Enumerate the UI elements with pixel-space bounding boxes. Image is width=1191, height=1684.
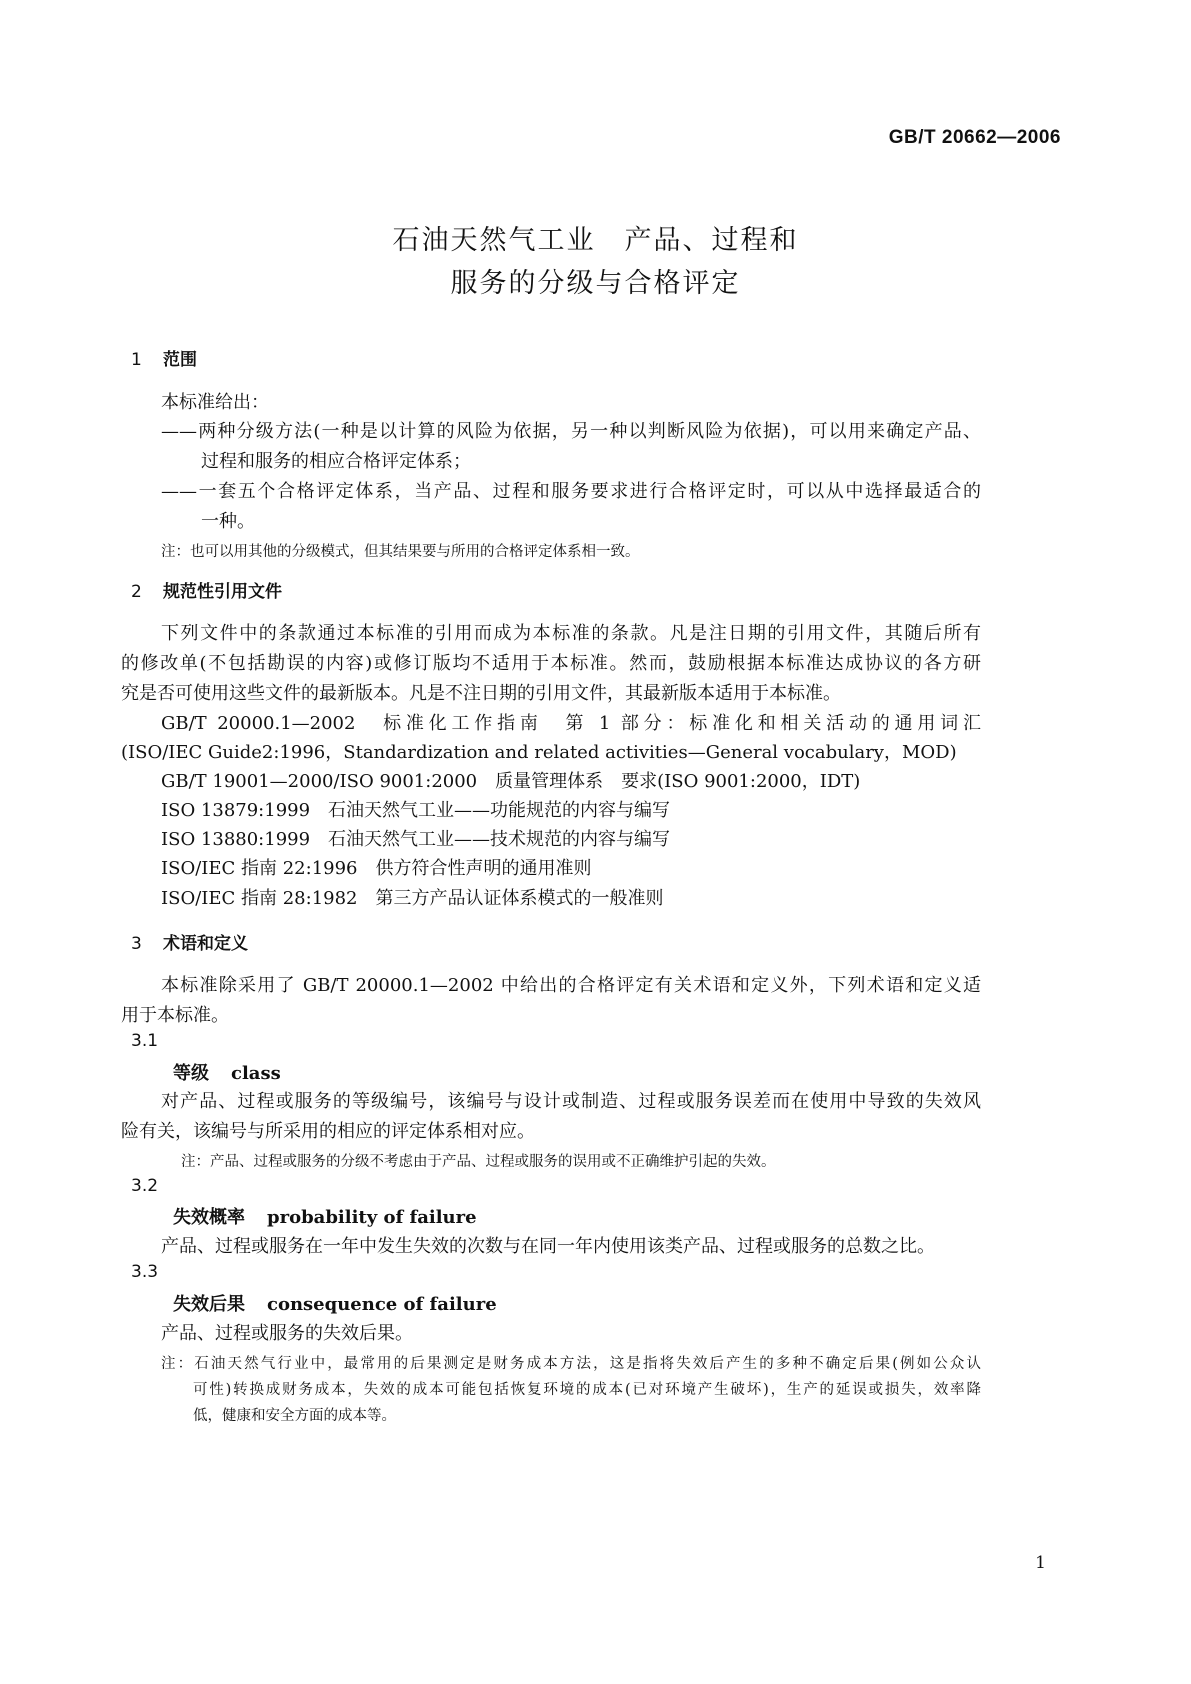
reference-entry: ISO/IEC 指南 28:1982 第三方产品认证体系模式的一般准则 <box>161 888 664 909</box>
reference-entry: ISO 13879:1999 石油天然气工业——功能规范的内容与编写 <box>161 800 671 821</box>
term-chinese: 失效概率 <box>173 1207 245 1228</box>
note: 注：也可以用其他的分级模式，但其结果要与所用的合格评定体系相一致。 <box>161 544 640 560</box>
term-class <box>173 1059 281 1085</box>
reference-entry: ISO/IEC 指南 22:1996 供方符合性声明的通用准则 <box>161 858 592 879</box>
note: 注：石油天然气行业中，最常用的后果测定是财务成本方法，这是指将失效后产生的多种不确定后果(例如公众认 <box>161 1356 981 1372</box>
definition-line: 对产品、过程或服务的等级编号，该编号与设计或制造、过程或服务误差而在使用中导致的失效风 <box>161 1091 981 1112</box>
list-item-line: 过程和服务的相应合格评定体系； <box>201 451 471 472</box>
definition-line: 产品、过程或服务的失效后果。 <box>161 1323 413 1344</box>
document-title-line1: 石油天然气工业 产品、过程和 <box>392 225 799 256</box>
list-item-line: 一种。 <box>201 511 255 532</box>
reference-entry: GB/T 20000.1—2002 标准化工作指南 第 1 部分：标准化和相关活动的通用词汇 <box>161 713 981 734</box>
section-number: 3 <box>131 934 142 954</box>
definition-line: 产品、过程或服务在一年中发生失效的次数与在同一年内使用该类产品、过程或服务的总数之比。 <box>161 1236 935 1257</box>
term-english: probability of failure <box>267 1207 477 1228</box>
section-heading-normative-references <box>131 577 282 602</box>
document-title-line2: 服务的分级与合格评定 <box>450 268 741 299</box>
standard-code: GB/T 20662—2006 <box>888 127 1061 148</box>
clause-number: 3.3 <box>131 1262 159 1282</box>
reference-entry: ISO 13880:1999 石油天然气工业——技术规范的内容与编写 <box>161 829 671 850</box>
section-title: 规范性引用文件 <box>163 582 282 602</box>
paragraph-line: 下列文件中的条款通过本标准的引用而成为本标准的条款。凡是注日期的引用文件，其随后所有 <box>161 623 981 644</box>
list-item-line: ——一套五个合格评定体系，当产品、过程和服务要求进行合格评定时，可以从中选择最适合的 <box>161 481 981 502</box>
section-title: 范围 <box>163 350 197 370</box>
note: 可性)转换成财务成本，失效的成本可能包括恢复环境的成本(已对环境产生破坏)，生产的延误或损失，效率降 <box>193 1382 981 1398</box>
section-title: 术语和定义 <box>163 934 248 954</box>
clause-number: 3.2 <box>131 1176 159 1196</box>
term-probability-of-failure <box>173 1203 477 1229</box>
definition-line: 险有关，该编号与所采用的相应的评定体系相对应。 <box>121 1121 535 1142</box>
section-number: 1 <box>131 350 142 370</box>
clause-number: 3.1 <box>131 1031 159 1051</box>
note: 低，健康和安全方面的成本等。 <box>193 1408 396 1424</box>
term-consequence-of-failure <box>173 1290 497 1316</box>
paragraph-line: 用于本标准。 <box>121 1005 229 1026</box>
list-item-line: ——两种分级方法(一种是以计算的风险为依据，另一种以判断风险为依据)，可以用来确定产品、 <box>161 421 981 442</box>
page-number: 1 <box>1035 1553 1046 1573</box>
reference-entry: (ISO/IEC Guide2:1996，Standardization and related activities—General vocabulary，MOD) <box>121 742 957 763</box>
term-english: class <box>231 1063 281 1084</box>
paragraph-line: 本标准除采用了 GB/T 20000.1—2002 中给出的合格评定有关术语和定义外，下列术语和定义适 <box>161 975 981 996</box>
section-heading-scope <box>131 345 197 370</box>
term-chinese: 失效后果 <box>173 1294 245 1315</box>
paragraph-line: 究是否可使用这些文件的最新版本。凡是不注日期的引用文件，其最新版本适用于本标准。 <box>121 683 841 704</box>
paragraph-line: 本标准给出： <box>161 392 269 413</box>
term-english: consequence of failure <box>267 1294 497 1315</box>
reference-entry: GB/T 19001—2000/ISO 9001:2000 质量管理体系 要求(ISO 9001:2000，IDT) <box>161 771 861 792</box>
term-chinese: 等级 <box>173 1063 209 1084</box>
section-number: 2 <box>131 582 142 602</box>
section-heading-terms <box>131 929 248 954</box>
paragraph-line: 的修改单(不包括勘误的内容)或修订版均不适用于本标准。然而，鼓励根据本标准达成协议的各方研 <box>121 653 981 674</box>
note: 注：产品、过程或服务的分级不考虑由于产品、过程或服务的误用或不正确维护引起的失效。 <box>181 1154 776 1170</box>
